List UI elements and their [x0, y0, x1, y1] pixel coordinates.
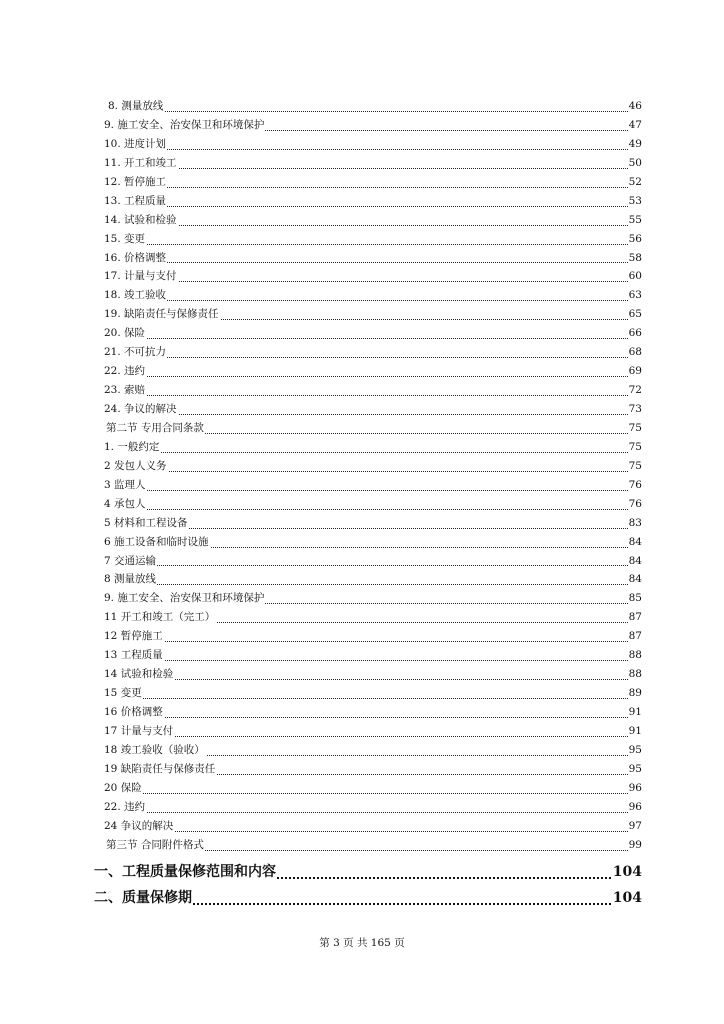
toc-entry-title: 15. 变更 — [104, 232, 146, 245]
dot-leader — [104, 547, 642, 567]
toc-entry-page: 75 — [628, 457, 642, 476]
toc-entry-page: 63 — [628, 286, 642, 305]
toc-entry-title: 3 监理人 — [104, 478, 146, 491]
dot-leader — [104, 774, 642, 794]
dot-leader — [104, 357, 642, 377]
dot-leader — [104, 812, 642, 832]
toc-entry-page: 76 — [628, 476, 642, 495]
toc-entry-page: 69 — [628, 362, 642, 381]
toc-entry-page: 91 — [628, 722, 642, 741]
dot-leader — [104, 793, 642, 813]
toc-entry-title: 18. 竣工验收 — [104, 289, 167, 302]
page-footer: 第 3 页 共 165 页 — [319, 937, 405, 949]
toc-entry-page: 95 — [628, 760, 642, 779]
toc-entry-page: 87 — [628, 627, 642, 646]
dot-leader — [104, 452, 642, 472]
toc-entry-page: 58 — [628, 249, 642, 268]
toc-section-title: 一、工程质量保修范围和内容 — [94, 860, 277, 884]
toc-entry-title: 13 工程质量 — [104, 649, 163, 662]
toc-entry-title: 14 试验和检验 — [104, 668, 174, 681]
toc-entry-title: 11 开工和竣工（完工） — [104, 611, 216, 624]
toc-entry-page: 91 — [628, 703, 642, 722]
dot-leader — [104, 698, 642, 718]
toc-entry-page: 89 — [628, 684, 642, 703]
toc-entry-title: 23. 索赔 — [104, 384, 146, 397]
toc-entry-title: 9. 施工安全、治安保卫和环境保护 — [104, 118, 265, 131]
dot-leader — [104, 206, 642, 226]
toc-row[interactable] — [0, 836, 724, 855]
toc-entry-page: 52 — [628, 173, 642, 192]
toc-entry-title: 12. 暂停施工 — [104, 175, 167, 188]
toc-entry-page: 87 — [628, 608, 642, 627]
toc-entry-title: 16. 价格调整 — [104, 251, 167, 264]
toc-entry-title: 6 施工设备和临时设施 — [104, 535, 209, 548]
toc-entry-title: 24. 争议的解决 — [104, 403, 177, 415]
toc-entry-title: 9. 施工安全、治安保卫和环境保护 — [104, 592, 265, 605]
dot-leader — [104, 395, 642, 415]
toc-entry-page: 49 — [628, 135, 642, 154]
toc-entry-title: 15 变更 — [104, 687, 142, 700]
dot-leader — [104, 168, 642, 188]
toc-entry-title: 13. 工程质量 — [104, 194, 167, 207]
dot-leader — [104, 225, 642, 245]
toc-entry-title: 19 缺陷责任与保修责任 — [104, 762, 216, 775]
toc-entry-title: 24 争议的解决 — [104, 819, 174, 832]
toc-entry-title: 7 交通运输 — [104, 554, 157, 567]
toc-entry-page: 46 — [628, 97, 642, 116]
toc-section-row[interactable] — [0, 886, 724, 910]
dot-leader — [108, 92, 642, 112]
toc-entry-page: 72 — [628, 381, 642, 400]
dot-leader — [104, 262, 642, 282]
toc-section-page: 104 — [611, 860, 642, 884]
toc-entry-page: 65 — [628, 305, 642, 324]
toc-entry-page: 85 — [628, 589, 642, 608]
toc-entry-page: 55 — [628, 211, 642, 230]
toc-entry-title: 14. 试验和检验 — [104, 213, 177, 226]
toc-entry-title: 18 竣工验收（验收） — [104, 743, 205, 756]
toc-entry-title: 2 发包人义务 — [104, 459, 167, 472]
toc-entry-title: 5 材料和工程设备 — [104, 516, 188, 529]
toc-section-title: 二、质量保修期 — [94, 886, 193, 910]
dot-leader — [104, 244, 642, 264]
toc-entry-page: 75 — [628, 419, 642, 438]
toc-entry-page: 47 — [628, 116, 642, 135]
toc-entry-page: 53 — [628, 192, 642, 211]
toc-entry-page: 88 — [628, 665, 642, 684]
toc-entry-title: 21. 不可抗力 — [104, 346, 167, 359]
toc-entry-title: 17 计量与支付 — [104, 724, 174, 737]
toc-entry-title: 17. 计量与支付 — [104, 270, 177, 283]
toc-entry-title: 1. 一般约定 — [104, 440, 160, 453]
toc-entry-title: 第二节 专用合同条款 — [106, 421, 204, 434]
toc-entry-page: 75 — [628, 438, 642, 457]
toc-entry-page: 96 — [628, 798, 642, 817]
toc-entry-title: 12 暂停施工 — [104, 630, 163, 643]
toc-entry-title: 8. 测量放线 — [108, 100, 164, 112]
dot-leader — [104, 149, 642, 169]
toc-section-page: 104 — [611, 886, 642, 910]
dot-leader — [104, 433, 642, 453]
toc-entry-title: 20. 保险 — [104, 327, 146, 340]
dot-leader — [104, 679, 642, 699]
toc-entry-page: 84 — [628, 570, 642, 589]
toc-entry-page: 50 — [628, 154, 642, 173]
toc-entry-title: 8 测量放线 — [104, 573, 157, 586]
toc-entry-title: 11. 开工和竣工 — [104, 156, 177, 169]
toc-entry-title: 16 价格调整 — [104, 706, 163, 718]
dot-leader — [104, 660, 642, 680]
toc-entry-page: 68 — [628, 343, 642, 362]
dot-leader — [104, 471, 642, 491]
dot-leader — [104, 338, 642, 358]
toc-entry-title: 19. 缺陷责任与保修责任 — [104, 308, 219, 321]
dot-leader — [104, 641, 642, 661]
dot-leader — [104, 319, 642, 339]
toc-entry-title: 22. 违约 — [104, 800, 146, 813]
dot-leader — [104, 187, 642, 207]
toc-entry-page: 76 — [628, 495, 642, 514]
toc-entry-title: 22. 违约 — [104, 365, 146, 378]
dot-leader — [104, 622, 642, 642]
toc-entry-title: 10. 进度计划 — [104, 137, 167, 150]
toc-entry-title: 20 保险 — [104, 781, 142, 794]
toc-entry-page: 97 — [628, 817, 642, 836]
toc-entry-page: 84 — [628, 533, 642, 552]
toc-entry-page: 95 — [628, 741, 642, 760]
toc-entry-page: 66 — [628, 324, 642, 343]
dot-leader — [104, 565, 642, 585]
dot-leader — [104, 130, 642, 150]
dot-leader — [104, 281, 642, 301]
toc-entry-page: 73 — [628, 400, 642, 419]
dot-leader — [104, 717, 642, 737]
toc-entry-title: 第三节 合同附件格式 — [106, 838, 204, 851]
table-of-contents — [0, 97, 724, 855]
toc-entry-page: 99 — [628, 836, 642, 855]
toc-entry-page: 96 — [628, 779, 642, 798]
toc-entry-page: 56 — [628, 230, 642, 249]
toc-entry-page: 88 — [628, 646, 642, 665]
toc-entry-page: 60 — [628, 267, 642, 286]
dot-leader — [104, 376, 642, 396]
toc-entry-page: 84 — [628, 552, 642, 571]
toc-entry-title: 4 承包人 — [104, 497, 146, 510]
toc-entry-page: 83 — [628, 514, 642, 533]
dot-leader — [104, 490, 642, 510]
